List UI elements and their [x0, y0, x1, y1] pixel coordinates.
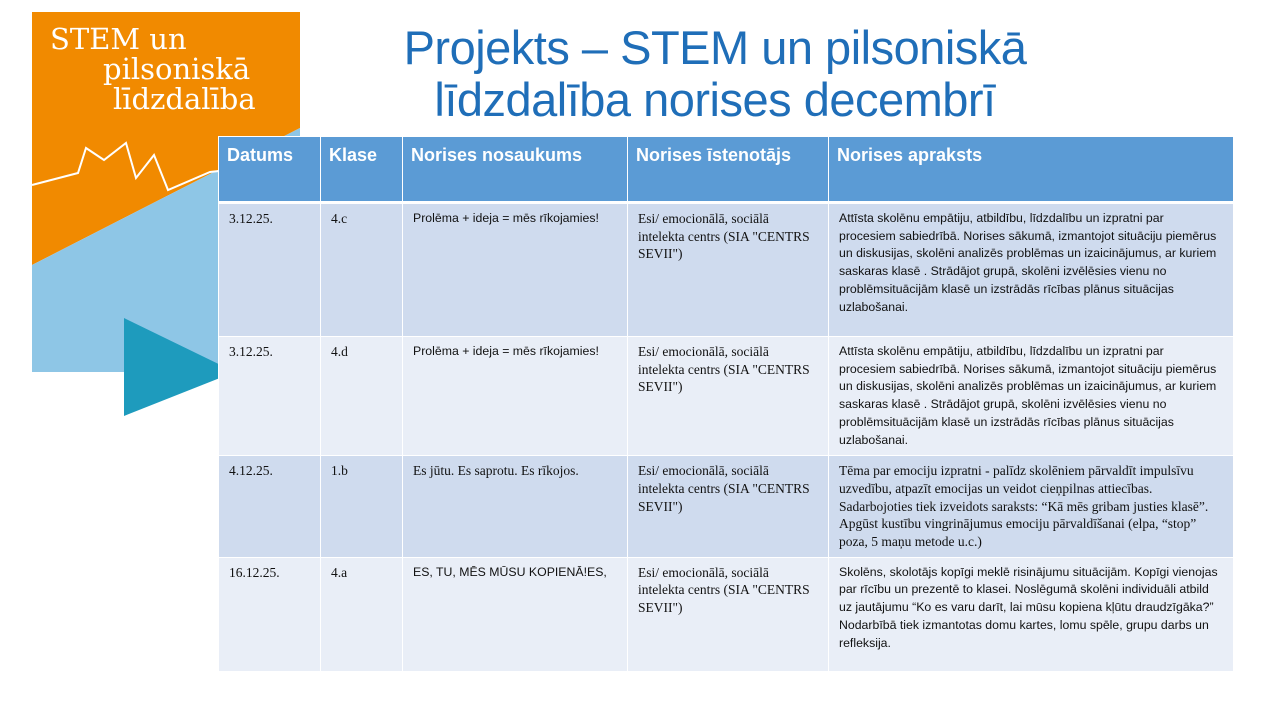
cell-event-name: Prolēma + ideja = mēs rīkojamies!: [403, 203, 628, 337]
table-row: [219, 456, 1234, 558]
cell-implementer: Esi/ emocionālā, sociālā intelekta centrs (SIA "CENTRS SEVII"): [628, 203, 829, 337]
cell-implementer: Esi/ emocionālā, sociālā intelekta centrs (SIA "CENTRS SEVII"): [628, 337, 829, 456]
header-event-name: Norises nosaukums: [403, 137, 628, 203]
header-description: Norises apraksts: [829, 137, 1234, 203]
events-table: [218, 136, 1234, 672]
cell-date: 16.12.25.: [219, 557, 321, 671]
logo-line-3: līdzdalība: [113, 82, 256, 116]
cell-event-name: Prolēma + ideja = mēs rīkojamies!: [403, 337, 628, 456]
cell-description: Tēma par emociju izpratni - palīdz skolēniem pārvaldīt impulsīvu uzvedību, atpazīt emocijas un veidot cieņpilnas attiecības. Sadarbojoties tiek izveidots saraksts: “Kā mēs gribam justies klasē”. Apgūst kustību vingrinājumus emociju pārvaldīšanai (elpa, “stop” poza, 5 maņu metode u.c.): [829, 456, 1234, 558]
cell-date: 3.12.25.: [219, 203, 321, 337]
cell-class: 4.a: [321, 557, 403, 671]
cell-date: 3.12.25.: [219, 337, 321, 456]
cell-class: 4.c: [321, 203, 403, 337]
header-implementer: Norises īstenotājs: [628, 137, 829, 203]
table-row: [219, 203, 1234, 337]
cell-implementer: Esi/ emocionālā, sociālā intelekta centrs (SIA "CENTRS SEVII"): [628, 456, 829, 558]
cell-implementer: Esi/ emocionālā, sociālā intelekta centrs (SIA "CENTRS SEVII"): [628, 557, 829, 671]
logo-line-2: pilsoniskā: [103, 52, 251, 86]
cell-date: 4.12.25.: [219, 456, 321, 558]
page-title: [300, 22, 1130, 126]
header-date: Datums: [219, 137, 321, 203]
cell-class: 4.d: [321, 337, 403, 456]
table-header-row: [219, 137, 1234, 203]
title-line-1: Projekts – STEM un pilsoniskā: [403, 21, 1027, 74]
logo-line-1: STEM un: [50, 22, 187, 56]
header-class: Klase: [321, 137, 403, 203]
table-row: [219, 557, 1234, 671]
cell-event-name: ES, TU, MĒS MŪSU KOPIENĀ!ES,: [403, 557, 628, 671]
cell-description: Attīsta skolēnu empātiju, atbildību, līdzdalību un izpratni par procesiem sabiedrībā. Norises sākumā, izmantojot situāciju piemērus un diskusijas, skolēni analizēs problēmas un izaicinājumus, ar kuriem saskaras klasē . Strādājot grupā, skolēni izvēlēsies vienu no problēmsituācijām klasē un izstrādās rīcības plānus situācijas uzlabošanai.: [829, 337, 1234, 456]
cell-class: 1.b: [321, 456, 403, 558]
cell-description: Skolēns, skolotājs kopīgi meklē risinājumu situācijām. Kopīgi vienojas par rīcību un prezentē to klasei. Noslēgumā skolēni individuāli atbild uz jautājumu “Ko es varu darīt, lai mūsu kopiena kļūtu draudzīgāka?” Nodarbībā tiek izmantotas domu kartes, lomu spēle, grupu darbs un refleksija.: [829, 557, 1234, 671]
table-row: [219, 337, 1234, 456]
cell-description: Attīsta skolēnu empātiju, atbildību, līdzdalību un izpratni par procesiem sabiedrībā. Norises sākumā, izmantojot situāciju piemērus un diskusijas, skolēni analizēs problēmas un izaicinājumus, ar kuriem saskaras klasē . Strādājot grupā, skolēni izvēlēsies vienu no problēmsituācijām klasē un izstrādās rīcības plānus situācijas uzlabošanai.: [829, 203, 1234, 337]
cell-event-name: Es jūtu. Es saprotu. Es rīkojos.: [403, 456, 628, 558]
title-line-2: līdzdalība norises decembrī: [434, 73, 996, 126]
